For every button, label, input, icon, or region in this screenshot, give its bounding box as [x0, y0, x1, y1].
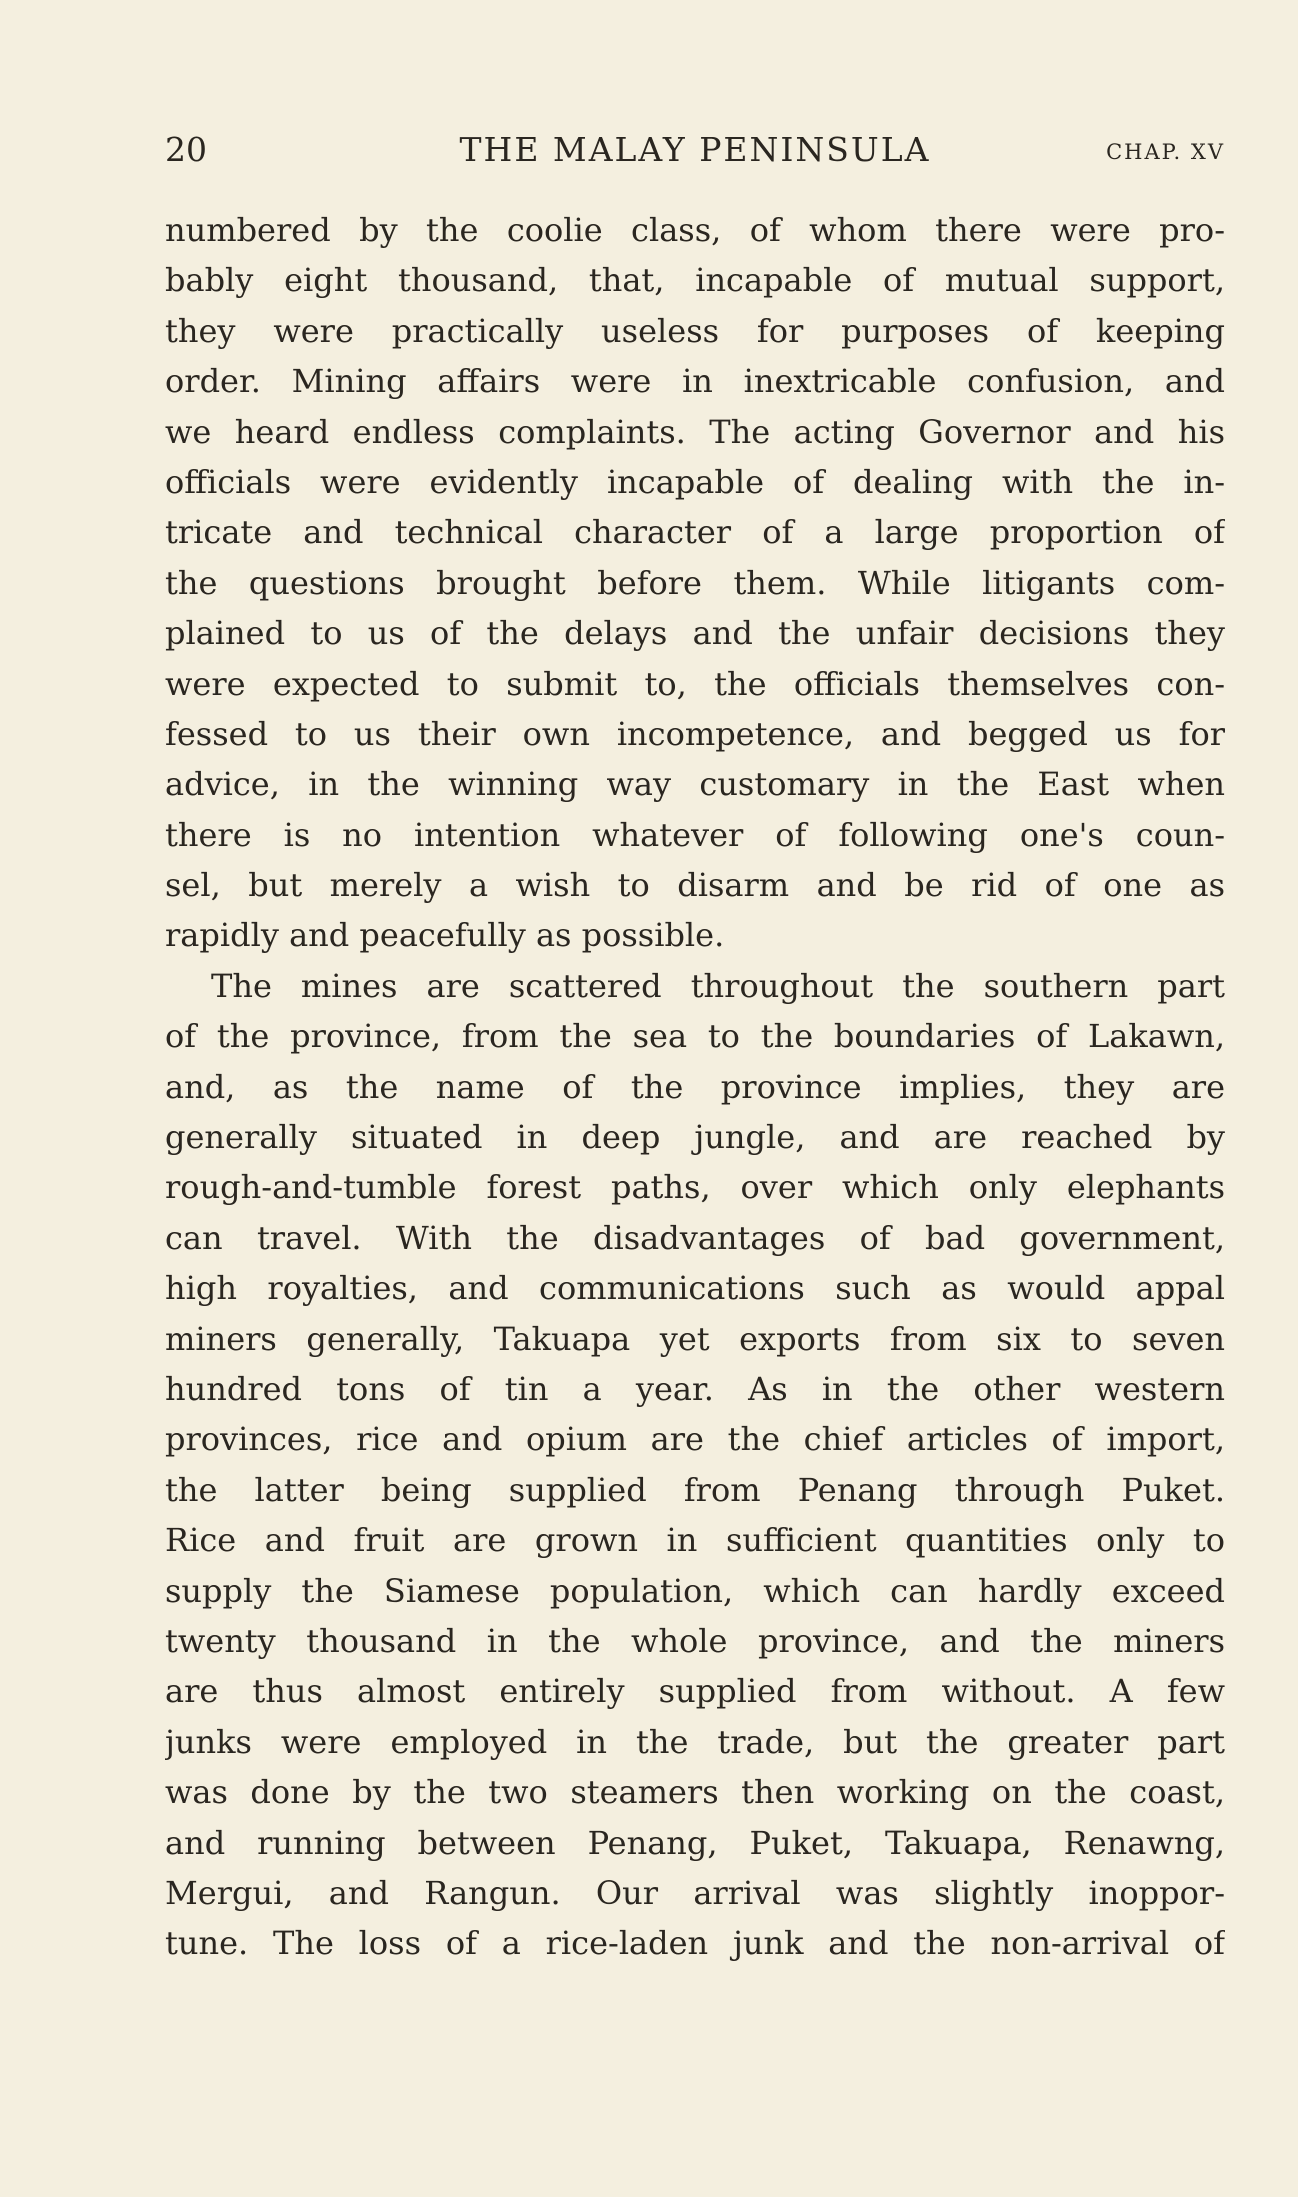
text-line: supply the Siamese population, which can hardly exceed — [165, 1571, 1225, 1610]
text-line: The mines are scattered throughout the southern part — [211, 966, 1225, 1005]
text-line: tune. The loss of a rice-laden junk and the non-arrival of — [165, 1924, 1225, 1963]
running-title: THE MALAY PENINSULA — [459, 130, 931, 169]
text-line: bably eight thousand, that, incapable of mutual support, — [165, 261, 1225, 300]
text-line: advice, in the winning way customary in the East when — [165, 765, 1225, 804]
text-line: plained to us of the delays and the unfair decisions they — [165, 614, 1225, 653]
text-line: high royalties, and communications such as would appal — [165, 1269, 1225, 1308]
text-line: was done by the two steamers then working on the coast, — [165, 1773, 1225, 1812]
text-line: provinces, rice and opium are the chief articles of import, — [165, 1420, 1225, 1459]
chapter-label: CHAP. XV — [1106, 140, 1225, 164]
text-line: there is no intention whatever of following one's coun- — [165, 815, 1225, 854]
text-line: junks were employed in the trade, but the greater part — [165, 1722, 1225, 1761]
text-line: officials were evidently incapable of dealing with the in- — [165, 462, 1225, 501]
text-line: the questions brought before them. While litigants com- — [165, 563, 1225, 602]
text-line: sel, but merely a wish to disarm and be rid of one as — [165, 866, 1225, 905]
text-line: twenty thousand in the whole province, and the miners — [165, 1621, 1225, 1660]
text-line: we heard endless complaints. The acting Governor and his — [165, 412, 1225, 451]
text-line: and running between Penang, Puket, Takuapa, Renawng, — [165, 1823, 1225, 1862]
text-line: Rice and fruit are grown in sufficient quantities only to — [165, 1521, 1225, 1560]
text-line: hundred tons of tin a year. As in the other western — [165, 1369, 1225, 1408]
text-line: generally situated in deep jungle, and are reached by — [165, 1118, 1225, 1157]
text-line: are thus almost entirely supplied from without. A few — [165, 1672, 1225, 1711]
text-line: rough-and-tumble forest paths, over which only elephants — [165, 1168, 1225, 1207]
text-line: order. Mining affairs were in inextricable confusion, and — [165, 362, 1225, 401]
text-line: Mergui, and Rangun. Our arrival was slightly inoppor- — [165, 1873, 1225, 1912]
paragraph-1 — [165, 205, 1225, 961]
text-line: they were practically useless for purposes of keeping — [165, 311, 1225, 350]
text-line: and, as the name of the province implies, they are — [165, 1067, 1225, 1106]
page-header — [165, 128, 1225, 172]
body-text — [165, 205, 1225, 1969]
text-line: fessed to us their own incompetence, and begged us for — [165, 714, 1225, 753]
text-line: numbered by the coolie class, of whom there were pro- — [165, 211, 1225, 249]
text-line: tricate and technical character of a large proportion of — [165, 513, 1225, 552]
paragraph-2 — [165, 961, 1225, 1969]
text-line: of the province, from the sea to the boundaries of Lakawn, — [165, 1017, 1225, 1056]
text-line: the latter being supplied from Penang through Puket. — [165, 1470, 1225, 1509]
page-number: 20 — [165, 130, 207, 169]
text-line: were expected to submit to, the officials themselves con- — [165, 664, 1225, 703]
text-line: can travel. With the disadvantages of bad government, — [165, 1218, 1225, 1257]
text-line: miners generally, Takuapa yet exports from six to seven — [165, 1319, 1225, 1358]
text-line: rapidly and peacefully as possible. — [165, 916, 725, 955]
